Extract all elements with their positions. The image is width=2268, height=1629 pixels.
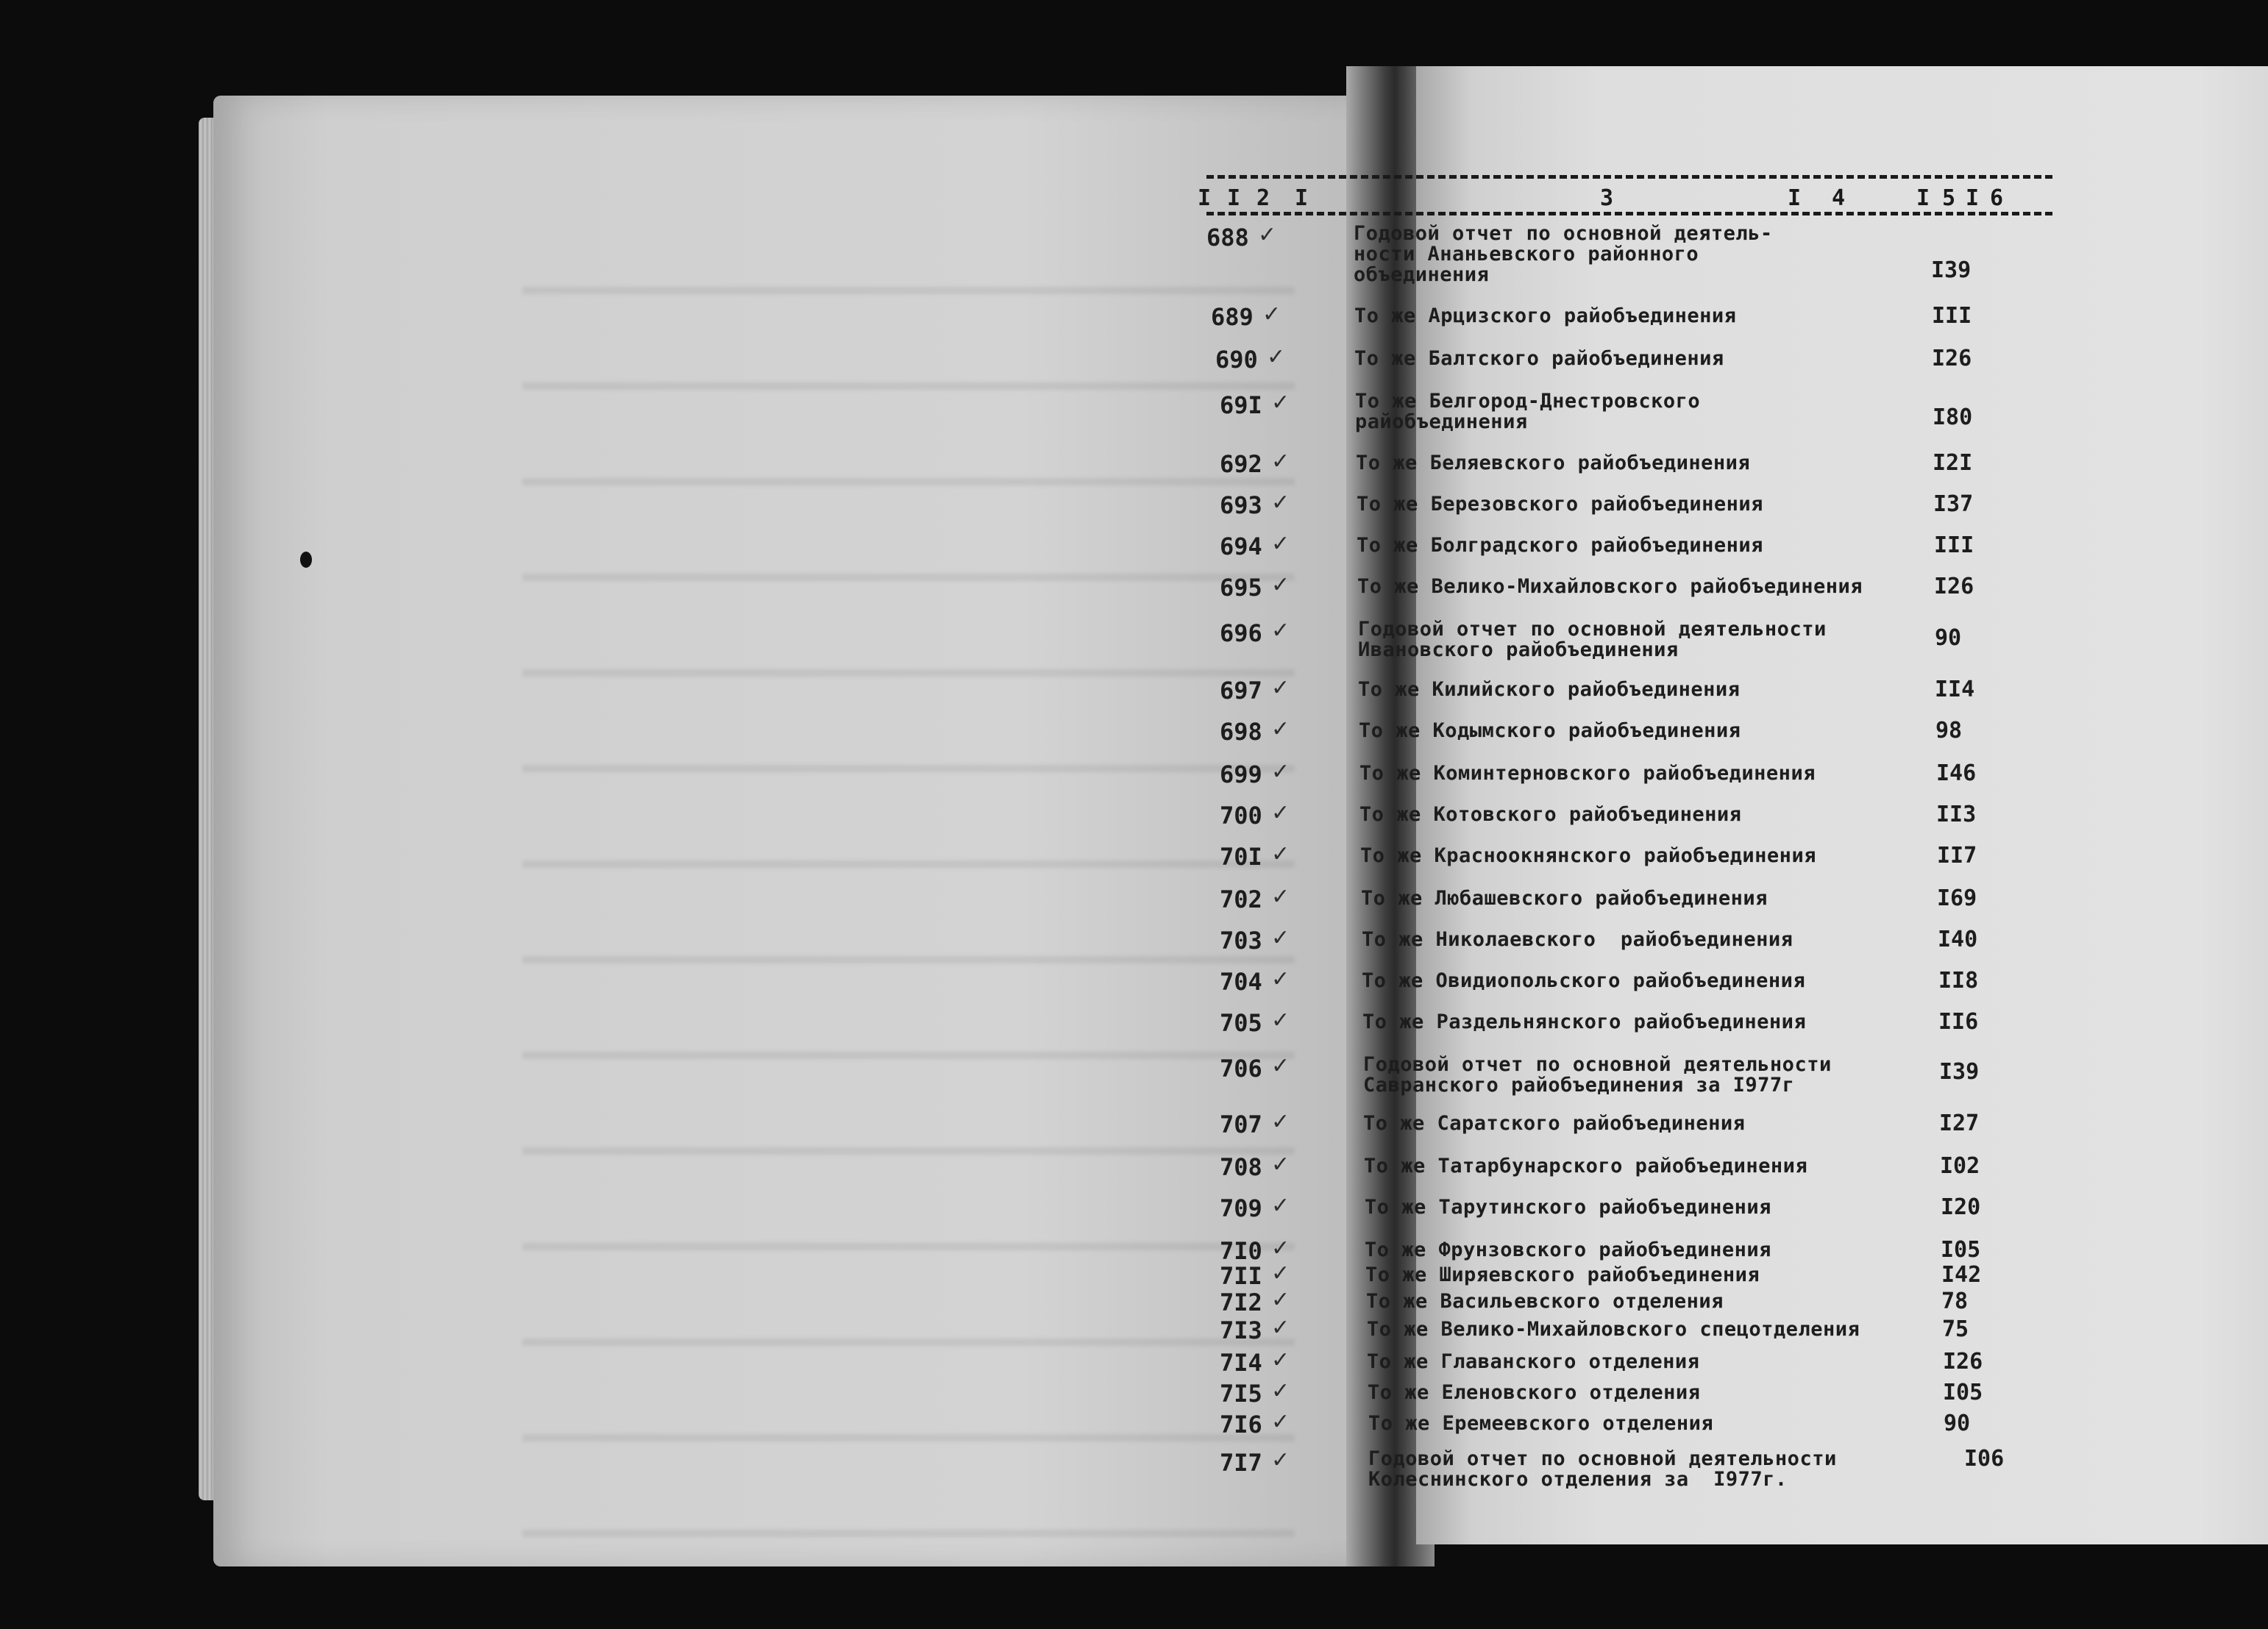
row-number: 702 [1220, 885, 1262, 913]
checkmark-icon: ✓ [1271, 1409, 1290, 1435]
row-title [1366, 1291, 1724, 1312]
row-quantity: I2I [1933, 450, 1973, 476]
row-number: 709 [1220, 1194, 1262, 1222]
row-title [1368, 1414, 1713, 1434]
row-title [1368, 1383, 1700, 1403]
row-quantity: 90 [1944, 1411, 1971, 1436]
checkmark-icon: ✓ [1271, 966, 1290, 992]
checkmark-icon: ✓ [1271, 1378, 1290, 1404]
row-title-line: Ивановского райобъединения [1358, 638, 1679, 661]
row-quantity: I02 [1940, 1153, 1980, 1179]
row-quantity: 75 [1942, 1316, 1969, 1342]
checkmark-icon: ✓ [1271, 1109, 1290, 1135]
binding-hole [300, 552, 312, 568]
row-quantity: I26 [1934, 574, 1974, 599]
row-title [1359, 763, 1816, 784]
row-title [1354, 349, 1724, 369]
row-title [1356, 453, 1750, 474]
row-number: 703 [1220, 927, 1262, 955]
row-title-line: Годовой отчет по основной деятельности [1358, 618, 1827, 641]
row-title-line: объединения [1354, 263, 1490, 286]
bleed-through-text [522, 243, 1295, 1537]
checkmark-icon: ✓ [1262, 302, 1281, 327]
row-number: 70I [1220, 843, 1262, 871]
row-number: 688 [1206, 224, 1249, 252]
header-col-1: I [1198, 185, 1212, 211]
row-title-line: То же Болградского райобъединения [1357, 534, 1763, 557]
row-number: 694 [1220, 532, 1262, 560]
row-quantity: I27 [1939, 1111, 1980, 1136]
header-sep-2: I [1295, 185, 1309, 211]
row-title [1359, 721, 1741, 741]
checkmark-icon: ✓ [1271, 1053, 1290, 1079]
checkmark-icon: ✓ [1271, 716, 1290, 742]
row-quantity: II7 [1937, 843, 1977, 869]
row-title-line: ности Ананьевского районного [1354, 243, 1699, 265]
row-title [1361, 888, 1768, 909]
row-quantity: I06 [1964, 1446, 2005, 1472]
row-title [1354, 306, 1736, 327]
row-title [1358, 680, 1740, 700]
row-title [1365, 1197, 1771, 1218]
row-title-line: То же Васильевского отделения [1366, 1290, 1724, 1313]
row-number: 706 [1220, 1055, 1262, 1083]
row-quantity: I20 [1941, 1194, 1981, 1220]
row-title [1355, 391, 1700, 432]
row-title-line: То же Березовского райобъединения [1357, 493, 1763, 516]
row-title-line: То же Килийского райобъединения [1358, 678, 1741, 701]
row-quantity: I40 [1938, 927, 1978, 952]
row-number: 7I3 [1220, 1316, 1262, 1344]
header-col-5: 5 [1942, 185, 1956, 211]
row-title-line: То же Ширяевского райобъединения [1365, 1263, 1760, 1286]
row-title-line: То же Главанского отделения [1367, 1350, 1700, 1373]
row-number: 7I0 [1220, 1237, 1262, 1265]
row-title-line: То же Фрунзовского райобъединения [1365, 1238, 1771, 1261]
row-number: 704 [1220, 968, 1262, 996]
row-title-line: То же Котовского райобъединения [1359, 803, 1742, 826]
row-title-line: То же Белгород-Днестровского [1355, 390, 1701, 413]
row-title-line: То же Велико-Михайловского райобъединения [1357, 575, 1863, 598]
row-quantity: I37 [1933, 491, 1974, 517]
header-col-4: 4 [1832, 185, 1846, 211]
checkmark-icon: ✓ [1271, 531, 1290, 557]
header-top-rule [1206, 175, 2052, 179]
header-sep-5: I [1966, 185, 1980, 211]
row-title [1359, 805, 1741, 825]
open-book [199, 66, 2214, 1566]
row-title [1365, 1240, 1771, 1261]
row-number: 705 [1220, 1009, 1262, 1037]
checkmark-icon: ✓ [1271, 490, 1290, 516]
row-title-line: Годовой отчет по основной деятельности [1368, 1447, 1837, 1470]
row-title [1362, 1012, 1806, 1033]
row-title [1358, 619, 1827, 660]
row-number: 692 [1220, 450, 1262, 478]
checkmark-icon: ✓ [1271, 800, 1290, 826]
row-quantity: I05 [1943, 1380, 1983, 1405]
checkmark-icon: ✓ [1271, 675, 1290, 701]
header-col-3: 3 [1600, 185, 1614, 211]
row-number: 7I2 [1220, 1288, 1262, 1316]
row-number: 7I7 [1220, 1449, 1262, 1477]
row-quantity: III [1934, 532, 1974, 558]
row-title-line: То же Еленовского отделения [1368, 1381, 1701, 1404]
row-number: 707 [1220, 1111, 1262, 1138]
row-title [1368, 1449, 1837, 1490]
row-title-line: То же Саратского райобъединения [1363, 1112, 1746, 1135]
row-number: 689 [1211, 303, 1254, 331]
checkmark-icon: ✓ [1271, 841, 1290, 867]
row-title-line: То же Коминтерновского райобъединения [1359, 762, 1816, 785]
header-sep-3: I [1788, 185, 1802, 211]
row-title [1363, 1113, 1745, 1134]
row-quantity: I42 [1941, 1262, 1982, 1288]
column-header [1192, 185, 2075, 215]
row-title [1362, 930, 1793, 950]
row-quantity: III [1932, 303, 1972, 329]
row-quantity: 90 [1935, 625, 1962, 651]
checkmark-icon: ✓ [1271, 1347, 1290, 1373]
checkmark-icon: ✓ [1267, 344, 1286, 370]
header-sep-4: I [1916, 185, 1930, 211]
checkmark-icon: ✓ [1271, 572, 1290, 598]
row-title-line: То же Овидиопольского райобъединения [1362, 969, 1806, 992]
checkmark-icon: ✓ [1271, 925, 1290, 951]
row-title-line: Годовой отчет по основной деятель- [1354, 222, 1773, 245]
row-title [1367, 1319, 1860, 1340]
checkmark-icon: ✓ [1271, 618, 1290, 644]
row-number: 693 [1220, 491, 1262, 519]
row-title-line: То же Еремеевского отделения [1368, 1412, 1714, 1435]
row-title [1357, 535, 1763, 556]
row-number: 698 [1220, 718, 1262, 746]
row-title-line: То же Раздельнянского райобъединения [1362, 1010, 1807, 1033]
header-col-2: 2 [1256, 185, 1270, 211]
row-number: 7I6 [1220, 1411, 1262, 1439]
row-title [1357, 577, 1863, 597]
row-number: 699 [1220, 760, 1262, 788]
checkmark-icon: ✓ [1271, 1287, 1290, 1313]
row-quantity: I26 [1943, 1349, 1983, 1375]
row-title-line: Колеснинского отделения за I977г. [1368, 1468, 1788, 1491]
row-number: 690 [1215, 346, 1258, 374]
row-number: 7II [1220, 1262, 1262, 1290]
row-title-line: То же Беляевского райобъединения [1356, 452, 1751, 474]
row-title-line: Савранского райобъединения за I977г [1363, 1074, 1795, 1097]
checkmark-icon: ✓ [1271, 759, 1290, 785]
row-number: 696 [1220, 619, 1262, 647]
row-title [1362, 971, 1805, 991]
row-quantity: 78 [1941, 1288, 1969, 1314]
row-quantity: I05 [1941, 1237, 1981, 1263]
checkmark-icon: ✓ [1271, 449, 1290, 474]
row-quantity: II8 [1938, 968, 1979, 994]
row-title-line: То же Тарутинского райобъединения [1365, 1196, 1771, 1219]
row-title-line: То же Арцизского райобъединения [1354, 304, 1737, 327]
header-sep-1: I [1227, 185, 1241, 211]
checkmark-icon: ✓ [1271, 1447, 1290, 1473]
row-title-line: То же Балтского райобъединения [1354, 347, 1724, 370]
row-title [1360, 846, 1816, 866]
row-quantity: II6 [1938, 1009, 1979, 1035]
header-col-6: 6 [1990, 185, 2004, 211]
checkmark-icon: ✓ [1271, 1236, 1290, 1261]
checkmark-icon: ✓ [1271, 1008, 1290, 1033]
checkmark-icon: ✓ [1271, 1193, 1290, 1219]
row-quantity: I39 [1939, 1059, 1980, 1085]
checkmark-icon: ✓ [1271, 1315, 1290, 1341]
row-title [1367, 1352, 1699, 1372]
row-title [1364, 1156, 1807, 1177]
row-title [1363, 1055, 1832, 1096]
row-title-line: То же Любашевского райобъединения [1361, 887, 1768, 910]
row-title [1365, 1265, 1760, 1286]
row-quantity: 98 [1935, 718, 1963, 744]
row-title [1354, 224, 1773, 285]
checkmark-icon: ✓ [1258, 222, 1277, 248]
row-title [1357, 494, 1763, 515]
header-bottom-rule [1206, 212, 2052, 215]
row-number: 7I5 [1220, 1380, 1262, 1408]
row-title-line: То же Кодымского райобъединения [1359, 719, 1741, 742]
row-quantity: I69 [1937, 885, 1977, 911]
row-quantity: I26 [1932, 346, 1972, 371]
row-quantity: II4 [1935, 677, 1975, 702]
checkmark-icon: ✓ [1271, 1152, 1290, 1177]
checkmark-icon: ✓ [1271, 1261, 1290, 1286]
row-number: 708 [1220, 1153, 1262, 1181]
row-quantity: II3 [1936, 802, 1977, 827]
row-quantity: I46 [1936, 760, 1977, 786]
row-number: 700 [1220, 802, 1262, 830]
row-quantity: I80 [1933, 404, 1973, 430]
row-number: 695 [1220, 574, 1262, 602]
row-number: 69I [1220, 391, 1262, 419]
row-title-line: То же Красноокнянского райобъединения [1360, 844, 1816, 867]
row-title-line: То же Николаевского райобъединения [1362, 928, 1794, 951]
row-title-line: То же Велико-Михайловского спецотделения [1367, 1318, 1860, 1341]
row-number: 697 [1220, 677, 1262, 705]
row-title-line: То же Татарбунарского райобъединения [1364, 1155, 1808, 1177]
checkmark-icon: ✓ [1271, 884, 1290, 910]
row-quantity: I39 [1931, 257, 1972, 283]
left-page-faded [213, 96, 1368, 1566]
row-number: 7I4 [1220, 1349, 1262, 1377]
checkmark-icon: ✓ [1271, 390, 1290, 416]
row-title-line: Годовой отчет по основной деятельности [1363, 1053, 1832, 1076]
row-title-line: райобъединения [1355, 410, 1528, 433]
